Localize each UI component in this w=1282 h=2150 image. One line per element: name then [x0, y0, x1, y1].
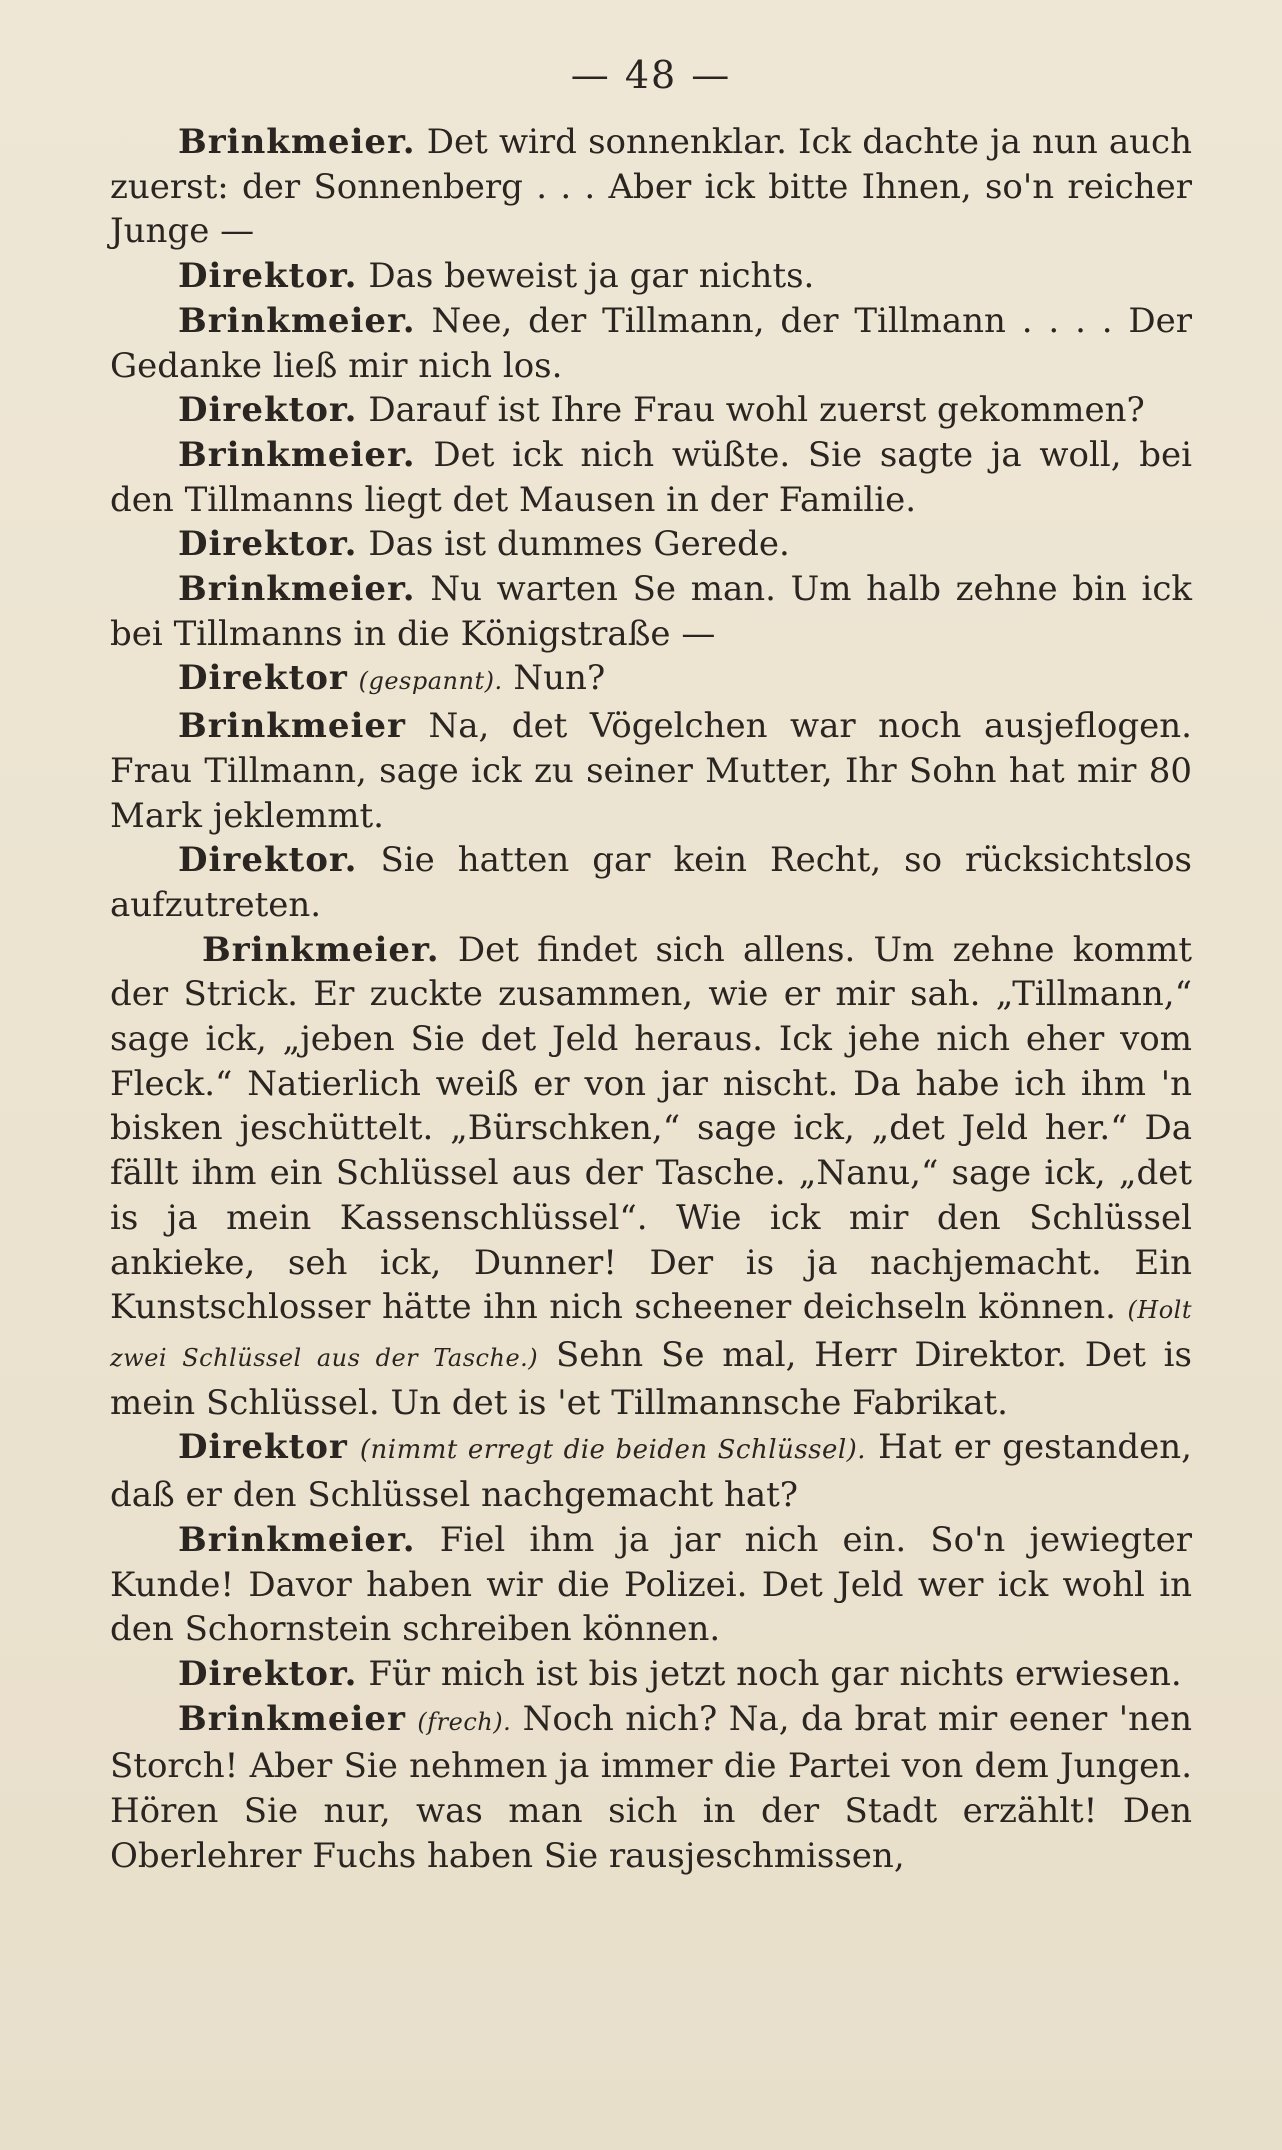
speech: [110, 522, 1192, 567]
speech-text: Für mich ist bis jetzt noch gar nichts erwiesen.: [368, 1653, 1182, 1694]
speech: [110, 704, 1192, 838]
speech: [110, 433, 1192, 522]
stage-direction: (Holt zwei Schlüssel aus der Tasche.): [110, 1296, 1192, 1372]
speech-text: Fiel ihm ja jar nich ein. So'n jewiegter Kunde! Davor haben wir die Polizei. Det Jeld wer ick wohl in den Schornstein schreiben können.: [110, 1519, 1193, 1650]
speech: [110, 1652, 1192, 1697]
speech: [110, 838, 1192, 927]
speaker-name: Brinkmeier.: [178, 434, 416, 475]
speech-text: Das beweist ja gar nichts.: [368, 256, 815, 297]
speech-text: Hat er gestanden, daß er den Schlüssel nachgemacht hat?: [110, 1427, 1192, 1516]
speech-text: Nu warten Se man. Um halb zehne bin ick bei Tillmanns in die Königstraße —: [110, 569, 1192, 654]
speaker-name: Direktor.: [178, 524, 358, 565]
stage-direction: (frech).: [417, 1707, 512, 1736]
speech-text: Darauf ist Ihre Frau wohl zuerst gekommen?: [368, 390, 1145, 431]
speaker-name: Brinkmeier.: [202, 929, 440, 970]
speaker-name: Direktor.: [178, 390, 358, 431]
speaker-name: Direktor.: [178, 1653, 358, 1694]
page-number: — 48 —: [570, 53, 732, 97]
speech: [110, 567, 1192, 656]
speech-text-continued: Sehn Se mal, Herr Direktor. Det is mein Schlüssel. Un det is 'et Tillmannsche Fabrikat.: [110, 1334, 1193, 1423]
speech: [110, 388, 1192, 433]
speaker-name: Brinkmeier: [178, 706, 406, 747]
speech: [110, 120, 1192, 254]
speech-text: Det wird sonnenklar. Ick dachte ja nun auch zuerst: der Sonnenberg . . . Aber ick bitte Ihnen, so'n reicher Junge —: [110, 122, 1192, 252]
speech-text: Nun?: [513, 658, 606, 699]
speech: [110, 1425, 1192, 1517]
speech-text: Det findet sich allens. Um zehne kommt der Strick. Er zuckte zusammen, wie er mir sah. „Tillmann,“ sage ick, „jeben Sie det Jeld heraus. Ick jehe nich eher vom Fleck.“ Natierlich weiß er von jar nischt. Da habe ich ihm 'n bisken jeschüttelt. „Bürschken,“ sage ick, „det Jeld her.“ Da fällt ihm ein Schlüssel aus der Tasche. „Nanu,“ sage ick, „det is ja mein Kassenschlüssel“. Wie ick mir den Schlüssel ankieke, seh ick, Dunner! Der is ja nachjemacht. Ein Kunstschlosser hätte ihn nich scheener deichseln können.: [110, 929, 1192, 1328]
speaker-name: Direktor.: [178, 256, 358, 297]
speaker-name: Brinkmeier.: [178, 1519, 416, 1560]
speech-text: Det ick nich wüßte. Sie sagte ja woll, bei den Tillmanns liegt det Mausen in der Familie.: [110, 434, 1193, 520]
speech-text: Noch nich? Na, da brat mir eener 'nen Storch! Aber Sie nehmen ja immer die Partei von dem Jungen. Hören Sie nur, was man sich in der Stadt erzählt! Den Oberlehrer Fuchs haben Sie rausjeschmissen,: [110, 1698, 1192, 1876]
speech: [110, 1518, 1192, 1652]
stage-direction: (nimmt erregt die beiden Schlüssel).: [359, 1435, 867, 1466]
speaker-name: Brinkmeier: [178, 1698, 406, 1739]
speech-text: Nee, der Tillmann, der Tillmann . . . . Der Gedanke ließ mir nich los.: [110, 300, 1192, 386]
speaker-name: Direktor.: [178, 840, 358, 881]
speaker-name: Brinkmeier.: [178, 300, 416, 341]
stage-direction: (gespannt).: [358, 667, 503, 696]
speaker-name: Direktor: [178, 658, 348, 699]
speech: [110, 1697, 1192, 1879]
speaker-name: Direktor: [178, 1427, 348, 1468]
speech: [110, 656, 1192, 704]
speech: [110, 928, 1192, 1426]
speech: [110, 254, 1192, 299]
dialogue-text: [110, 120, 1192, 1878]
speech-text: Na, det Vögelchen war noch ausjeflogen. Frau Tillmann, sage ick zu seiner Mutter, Ihr Sohn hat mir 80 Mark jeklemmt.: [110, 706, 1192, 836]
speech-text: Das ist dummes Gerede.: [368, 524, 790, 565]
speech: [110, 299, 1192, 388]
speaker-name: Brinkmeier.: [178, 122, 416, 162]
speaker-name: Brinkmeier.: [178, 569, 416, 610]
speech-text: Sie hatten gar kein Recht, so rücksichtslos aufzutreten.: [110, 840, 1192, 925]
